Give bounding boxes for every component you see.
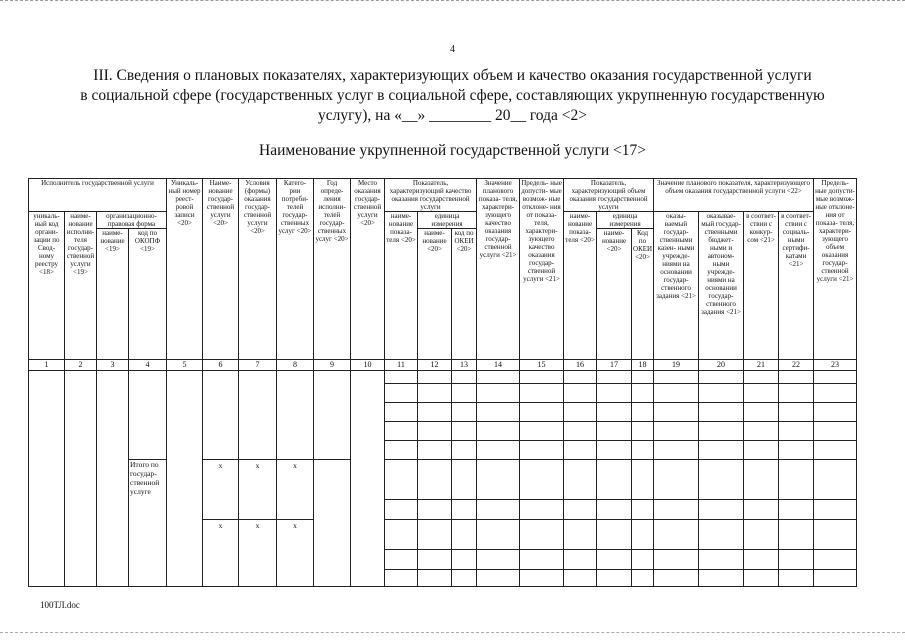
section-title [0, 66, 905, 126]
x-mark: x [203, 520, 239, 587]
table-cell [779, 384, 814, 403]
table-cell [699, 371, 744, 384]
table-cell [418, 520, 452, 550]
column-number: 3 [97, 360, 129, 371]
table-cell [654, 550, 699, 570]
table-cell [418, 371, 452, 384]
table-cell [597, 460, 632, 500]
header-volume-unit-name: наиме- нование <20> [597, 229, 632, 360]
header-volume-deviation: Предель- ные допусти- мые возмож- ные отклоне- ния от показа- теля, характери- зующего объем оказания государ- ственной услуги <21> [814, 179, 857, 360]
header-volume-indicator-name: наиме- нование показа- теля <20> [564, 212, 597, 360]
column-number: 2 [65, 360, 97, 371]
table-cell [314, 371, 351, 460]
table-cell [597, 403, 632, 422]
x-mark: x [239, 520, 277, 587]
header-quality-value: Значение планового показа- теля, характери- зующего качество оказания государ- ственной услуги <21> [477, 179, 520, 360]
column-number: 19 [654, 360, 699, 371]
scan-edge-bottom [0, 632, 905, 634]
header-quality-unit: единица измерения [418, 212, 477, 229]
table-cell [385, 570, 418, 587]
table-cell [779, 422, 814, 441]
table-cell [779, 460, 814, 500]
table-cell [564, 422, 597, 441]
table-cell [744, 500, 779, 520]
table-cell [632, 520, 654, 550]
column-number: 13 [452, 360, 477, 371]
table-cell [744, 403, 779, 422]
table-cell [418, 460, 452, 500]
table-cell [779, 500, 814, 520]
column-number: 11 [385, 360, 418, 371]
section-title-line-3: услугу), на «__» ________ 20__ года <2> [318, 107, 587, 124]
table-cell [385, 460, 418, 500]
table-cell [814, 500, 857, 520]
table-cell [779, 441, 814, 460]
table-cell [779, 570, 814, 587]
table-cell [654, 384, 699, 403]
table-cell [597, 422, 632, 441]
table-cell [418, 422, 452, 441]
table-cell [385, 441, 418, 460]
table-cell [520, 570, 564, 587]
page-number: 4 [450, 44, 455, 55]
header-performer: Исполнитель государственной услуги [29, 179, 167, 212]
x-mark: x [239, 460, 277, 520]
table-cell [779, 550, 814, 570]
table-cell [418, 384, 452, 403]
header-okopf-code: код по ОКОПФ <19> [129, 229, 167, 360]
table-cell [744, 550, 779, 570]
column-number: 10 [351, 360, 385, 371]
header-year-defined: Год опреде- ления исполни- телей государ- ственных услуг <20> [314, 179, 351, 360]
table-cell [632, 570, 654, 587]
table-cell [744, 441, 779, 460]
table-cell [814, 403, 857, 422]
table-cell [564, 384, 597, 403]
table-cell [477, 550, 520, 570]
table-cell [564, 441, 597, 460]
table-cell [564, 460, 597, 500]
table-cell [597, 500, 632, 520]
table-cell [520, 422, 564, 441]
table-cell [699, 550, 744, 570]
table-cell [520, 460, 564, 500]
table-cell [452, 520, 477, 550]
enlarged-service-name-label: Наименование укрупненной государственной услуги <17> [259, 142, 646, 159]
table-cell [385, 550, 418, 570]
x-mark: x [203, 460, 239, 520]
header-volume-value: Значение планового показателя, характеризующего объем оказания государственной услуги <22> [654, 179, 814, 212]
table-cell [744, 460, 779, 500]
table-cell [167, 371, 203, 587]
table-cell [814, 550, 857, 570]
table-cell [452, 460, 477, 500]
table-cell [564, 520, 597, 550]
table-cell [654, 441, 699, 460]
table-cell [779, 520, 814, 550]
header-performer-name: наиме- нование исполни- теля государ- ственной услуги <19> [65, 212, 97, 360]
header-volume-okei-code: Код по ОКЕИ <20> [632, 229, 654, 360]
table-cell [699, 460, 744, 500]
header-service-place: Место оказания государ- ственной услуги <20> [351, 179, 385, 360]
table-cell [779, 403, 814, 422]
table-cell [452, 371, 477, 384]
table-cell [452, 550, 477, 570]
table-cell [564, 371, 597, 384]
table-cell [814, 441, 857, 460]
table-cell [520, 441, 564, 460]
table-cell [597, 570, 632, 587]
table-cell [654, 520, 699, 550]
table-cell [520, 371, 564, 384]
header-consumer-categories: Катего- рии потреби- телей государ- ственных услуг <20> [277, 179, 314, 360]
table-cell [654, 403, 699, 422]
column-number: 16 [564, 360, 597, 371]
scan-edge-top [0, 0, 905, 4]
table-cell [744, 520, 779, 550]
table-cell [632, 371, 654, 384]
table-cell [351, 371, 385, 587]
header-quality-unit-name: наиме- нование <20> [418, 229, 452, 360]
column-number: 4 [129, 360, 167, 371]
table-cell [65, 371, 97, 587]
table-cell [744, 371, 779, 384]
table-cell [452, 403, 477, 422]
table-cell [597, 520, 632, 550]
table-cell [477, 403, 520, 422]
column-number: 18 [632, 360, 654, 371]
table-cell [477, 384, 520, 403]
table-cell [477, 441, 520, 460]
column-number: 9 [314, 360, 351, 371]
table-cell [699, 441, 744, 460]
header-service-conditions: Условия (формы) оказания государ- ственной услуги <20> [239, 179, 277, 360]
header-legal-form-name: наиме- нование <19> [97, 229, 129, 360]
table-cell [597, 384, 632, 403]
table-cell [814, 422, 857, 441]
section-title-line-1: III. Сведения о плановых показателях, характеризующих объем и качество оказания государственной услуги [93, 67, 812, 84]
table-cell [814, 384, 857, 403]
table-cell [564, 550, 597, 570]
table-cell [699, 403, 744, 422]
table-cell [520, 384, 564, 403]
x-mark: x [277, 460, 314, 520]
header-quality-indicator-name: наиме- нование показа- теля <20> [385, 212, 418, 360]
table-cell [477, 520, 520, 550]
table-cell [632, 550, 654, 570]
table-cell [477, 460, 520, 500]
column-number: 1 [29, 360, 65, 371]
column-number: 7 [239, 360, 277, 371]
header-volume-competition: в соответ- ствии с конкур- сом <21> [744, 212, 779, 360]
table-cell [779, 371, 814, 384]
table-cell [814, 371, 857, 384]
document-filename: 100ТЛ.doc [40, 600, 80, 610]
column-number: 14 [477, 360, 520, 371]
table-cell [654, 422, 699, 441]
table-cell [597, 441, 632, 460]
column-number: 20 [699, 360, 744, 371]
table-cell [520, 500, 564, 520]
table-cell [632, 500, 654, 520]
table-cell [632, 460, 654, 500]
column-number: 22 [779, 360, 814, 371]
column-number: 6 [203, 360, 239, 371]
table-cell [632, 422, 654, 441]
table-cell [477, 570, 520, 587]
column-number: 21 [744, 360, 779, 371]
table-cell [564, 500, 597, 520]
header-volume-unit: единица измерения [597, 212, 654, 229]
table-cell [385, 422, 418, 441]
table-cell [452, 422, 477, 441]
table-cell [385, 500, 418, 520]
table-cell [29, 371, 65, 587]
table-cell [385, 520, 418, 550]
table-cell [814, 520, 857, 550]
table-cell [699, 384, 744, 403]
table-cell [564, 403, 597, 422]
table-cell [699, 500, 744, 520]
table-cell [699, 422, 744, 441]
x-mark: x [277, 520, 314, 587]
header-service-name: Наиме- нование государ- ственной услуги <20> [203, 179, 239, 360]
header-volume-budget-institutions: оказывае- мый государ- ственными бюджет- ными и автоном- ными учрежде- ниями на основании государ- ственного задания <21> [699, 212, 744, 360]
header-unique-code: уникаль- ный код органи- зации по Свод- ному реестру <18> [29, 212, 65, 360]
table-cell [385, 371, 418, 384]
header-quality-deviation: Предель- ные допусти- мые возмож- ные отклоне- ния от показа- теля, характери- зующего качество оказания государ- ственной услуги <21> [520, 179, 564, 360]
header-volume-certificates: в соответ- ствии с социаль- ными сертифи- катами <21> [779, 212, 814, 360]
table-cell [654, 570, 699, 587]
table-cell [418, 550, 452, 570]
table-cell [452, 570, 477, 587]
table-cell [203, 371, 239, 460]
table-cell [418, 500, 452, 520]
column-number: 15 [520, 360, 564, 371]
header-volume-state-institutions: оказы- ваемый государ- ственными казен- ными учрежде- ниями на основании государ- ственного задания <21> [654, 212, 699, 360]
section-title-line-2: в социальной сфере (государственных услуг в социальной сфере, составляющих укрупненную государственную [80, 87, 825, 104]
header-volume-indicator: Показатель, характеризующий объем оказания государственной услуги [564, 179, 654, 212]
table-cell [314, 460, 351, 587]
table-cell [654, 371, 699, 384]
table-cell [597, 371, 632, 384]
table-cell [520, 520, 564, 550]
total-for-service-label: Итого по государ- ственной услуге [129, 460, 167, 587]
header-legal-form: организационно- правовая форма [97, 212, 167, 229]
table-cell [814, 570, 857, 587]
table-cell [477, 371, 520, 384]
header-registry-number: Уникаль- ный номер реест- ровой записи <20> [167, 179, 203, 360]
table-cell [277, 371, 314, 460]
table-cell [418, 441, 452, 460]
table-cell [744, 570, 779, 587]
header-quality-indicator: Показатель, характеризующий качество оказания государственной услуги [385, 179, 477, 212]
column-number: 23 [814, 360, 857, 371]
table-cell [385, 403, 418, 422]
planned-indicators-table [28, 178, 857, 587]
table-cell [520, 550, 564, 570]
column-number: 5 [167, 360, 203, 371]
table-cell [744, 384, 779, 403]
table-cell [239, 371, 277, 460]
table-cell [129, 371, 167, 460]
table-cell [597, 550, 632, 570]
table-cell [520, 403, 564, 422]
table-cell [632, 441, 654, 460]
table-cell [699, 520, 744, 550]
column-number: 12 [418, 360, 452, 371]
table-cell [452, 441, 477, 460]
table-cell [452, 500, 477, 520]
table-cell [385, 384, 418, 403]
table-cell [654, 460, 699, 500]
table-cell [744, 422, 779, 441]
table-cell [654, 500, 699, 520]
table-cell [418, 403, 452, 422]
table-cell [97, 371, 129, 587]
table-cell [632, 403, 654, 422]
table-cell [814, 460, 857, 500]
table-cell [564, 570, 597, 587]
header-quality-okei-code: код по ОКЕИ <20> [452, 229, 477, 360]
column-number: 8 [277, 360, 314, 371]
table-cell [699, 570, 744, 587]
table-cell [477, 500, 520, 520]
table-cell [418, 570, 452, 587]
column-number: 17 [597, 360, 632, 371]
table-cell [452, 384, 477, 403]
table-cell [477, 422, 520, 441]
table-cell [632, 384, 654, 403]
